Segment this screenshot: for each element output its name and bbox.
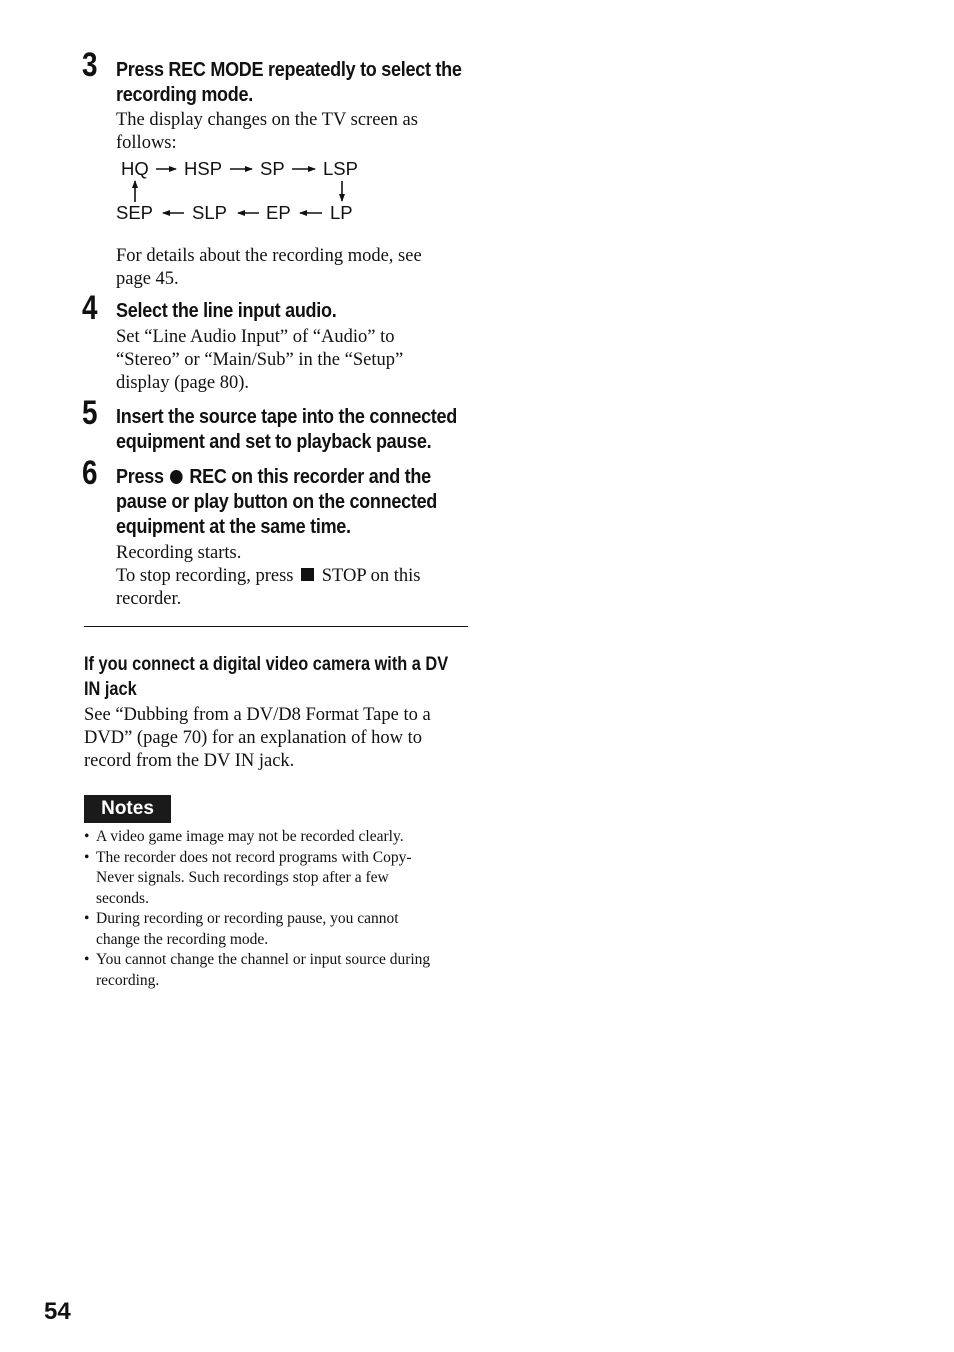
- body-text: To stop recording, press: [116, 566, 294, 586]
- body-line: See “Dubbing from a DV/D8 Format Tape to a: [84, 705, 431, 725]
- mode-hq: HQ: [121, 158, 149, 179]
- note-item: [84, 848, 474, 910]
- note-line: • A video game image may not be recorded clearly.: [96, 828, 404, 845]
- flow-arrows: [116, 156, 416, 228]
- mode-sep: SEP: [116, 202, 154, 223]
- notes-list: [84, 827, 474, 991]
- page-number: 54: [44, 1298, 71, 1325]
- step-3-body: [116, 109, 476, 155]
- note-line: • You cannot change the channel or input source during: [96, 951, 431, 968]
- note-line: recording.: [96, 971, 160, 989]
- body-line: follows:: [116, 133, 177, 153]
- body-line: Set “Line Audio Input” of “Audio” to: [116, 327, 395, 347]
- mode-sp: SP: [260, 158, 285, 179]
- dv-heading-line: IN jack: [84, 679, 137, 700]
- step-6-heading-text: REC on this recorder and the: [189, 466, 431, 488]
- section-divider: [84, 626, 468, 627]
- step-6-body: [116, 542, 476, 611]
- body-line: record from the DV IN jack.: [84, 751, 295, 771]
- step-5-heading-line: equipment and set to playback pause.: [116, 431, 432, 453]
- step-number-6: 6: [82, 454, 98, 492]
- mode-ep: EP: [266, 202, 291, 223]
- body-line: DVD” (page 70) for an explanation of how to: [84, 728, 423, 748]
- mode-lp: LP: [330, 202, 353, 223]
- step-number-4: 4: [82, 289, 98, 327]
- step-5-heading: [116, 405, 486, 455]
- note-line: • During recording or recording pause, you cannot: [96, 910, 399, 927]
- note-item: [84, 950, 474, 991]
- note-line: change the recording mode.: [96, 930, 269, 948]
- step-6-heading-text: Press: [116, 466, 164, 488]
- step-6-heading-line: pause or play button on the connected: [116, 491, 438, 513]
- dv-section-body: [84, 704, 464, 773]
- step-number-3: 3: [82, 46, 98, 84]
- step-3-heading-line: recording mode.: [116, 84, 253, 106]
- note-line: • The recorder does not record programs with Copy-: [96, 848, 412, 866]
- body-text: STOP on this: [321, 566, 421, 586]
- dv-section-heading: [84, 652, 484, 702]
- note-item: [84, 909, 474, 950]
- step-4-heading: [116, 299, 486, 324]
- step-6-heading: [116, 465, 486, 540]
- stop-icon: [301, 568, 314, 581]
- body-line: Recording starts.: [116, 543, 242, 563]
- step-3-heading-line: Press REC MODE repeatedly to select the: [116, 59, 462, 81]
- note-line: seconds.: [96, 889, 149, 907]
- step-3-heading: [116, 58, 486, 108]
- note-line: Never signals. Such recordings stop after a few: [96, 869, 389, 886]
- step-5-heading-line: Insert the source tape into the connected: [116, 406, 458, 428]
- body-line: page 45.: [116, 269, 179, 289]
- step-3-details: [116, 245, 476, 291]
- body-line: recorder.: [116, 589, 182, 609]
- step-6-heading-line: equipment at the same time.: [116, 516, 351, 538]
- step-4-heading-line: Select the line input audio.: [116, 300, 337, 322]
- step-4-body: [116, 326, 476, 395]
- note-item: [84, 827, 474, 848]
- recording-mode-flow-diagram: [116, 156, 416, 228]
- step-number-5: 5: [82, 394, 98, 432]
- body-line: display (page 80).: [116, 373, 250, 393]
- dv-heading-line: If you connect a digital video camera with a DV: [84, 654, 449, 675]
- mode-lsp: LSP: [323, 158, 358, 179]
- body-line: The display changes on the TV screen as: [116, 110, 418, 130]
- body-line: For details about the recording mode, see: [116, 246, 422, 266]
- mode-slp: SLP: [192, 202, 227, 223]
- mode-hsp: HSP: [184, 158, 223, 179]
- body-line: “Stereo” or “Main/Sub” in the “Setup”: [116, 350, 404, 370]
- record-icon: [170, 470, 183, 484]
- notes-label: Notes: [84, 795, 171, 823]
